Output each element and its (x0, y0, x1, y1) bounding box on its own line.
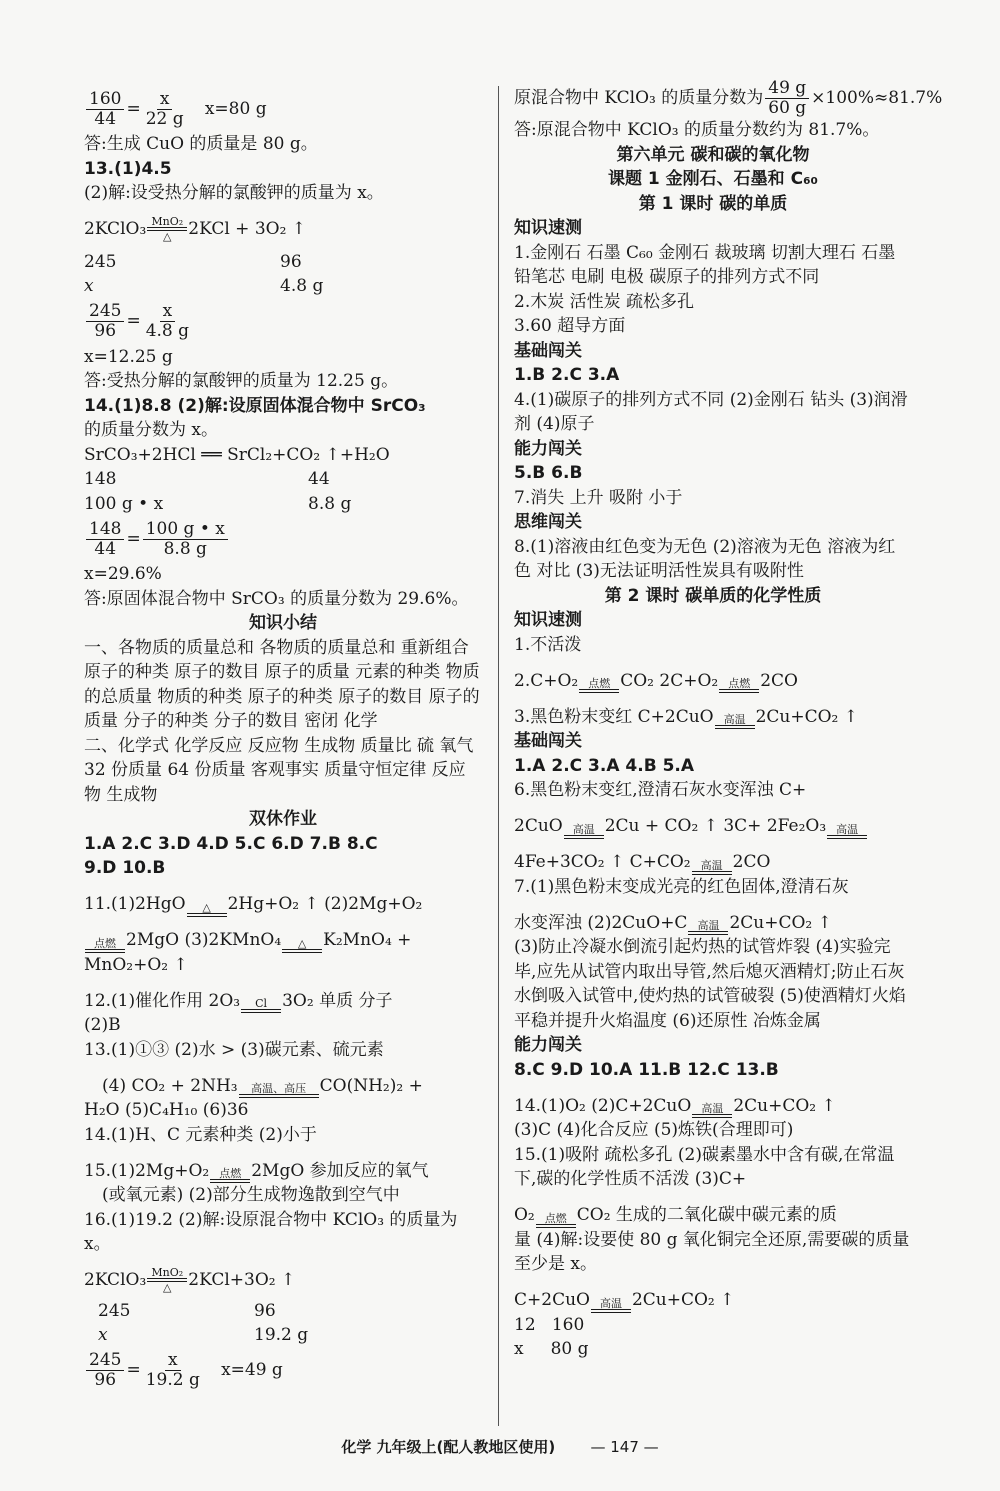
answer-line: 1.不活泼 (514, 634, 582, 655)
question-13: 13.(1)①③ (2)水 > (3)碳元素、硫元素 (84, 1039, 384, 1060)
answer-line: 6.黑色粉末变红,澄清石灰水变浑浊 C+ (514, 780, 807, 800)
fraction-equation: $\frac{160}{44}$ = $\frac{x}{22 g}$ x=80 g (84, 86, 482, 132)
text-line: 的质量分数为 x。 (84, 420, 218, 440)
answer-line: (3)防止冷凝水倒流引起灼热的试管炸裂 (4)实验完毕,应先从试管内取出导管,然后熄灭酒精灯;防止石灰水倒吸入试管中,使灼热的试管破裂 (5)使酒精灯火焰平稳并提升火焰温度 (6)还原性 冶炼金属 (514, 937, 906, 1031)
unit-title: 第六单元 碳和碳的氧化物 (616, 144, 810, 165)
chemical-equation: 水变浑浊 (2)2CuO+C 高温 2Cu+CO₂ ↑ (514, 899, 912, 935)
mass-row: 245 96 (98, 1300, 276, 1321)
text-line: (2)B (84, 1015, 121, 1035)
mass-row: x 80 g (514, 1339, 589, 1359)
topic-title: 课题 1 金刚石、石墨和 C₆₀ (608, 169, 818, 189)
chemical-equation: 15.(1)2Mg+O₂ 点燃 2MgO 参加反应的氧气 (84, 1147, 482, 1183)
answer-line: 8.C 9.D 10.A 11.B 12.C 13.B (514, 1059, 779, 1080)
chemical-equation: SrCO₃+2HCl ══ SrCl₂+CO₂ ↑+H₂O (84, 444, 390, 465)
percent-line: 原混合物中 KClO₃ 的质量分数为 $\frac{49 g}{60 g}$ ×100%≈81.7% (514, 77, 943, 118)
answer: 答:原固体混合物中 SrCO₃ 的质量分数为 29.6%。 (84, 588, 469, 609)
fraction-equation: $\frac{245}{96}$ = $\frac{x}{19.2 g}$ x=49 g (84, 1348, 482, 1394)
section-heading: 思维闯关 (514, 512, 582, 532)
section-heading: 基础闯关 (514, 731, 582, 751)
text-line: H₂O (5)C₄H₁₀ (6)36 (84, 1100, 249, 1120)
column-divider (498, 86, 499, 1426)
summary-paragraph: 二、化学式 化学反应 反应物 生成物 质量比 硫 氧气 32 份质量 64 份质量 客观事实 质量守恒定律 反应物 生成物 (84, 735, 474, 805)
chemical-equation: (4) CO₂ + 2NH₃ 高温、高压 CO(NH₂)₂ + (84, 1062, 482, 1098)
chemical-equation: 3.黑色粉末变红 C+2CuO 高温 2Cu+CO₂ ↑ (514, 693, 912, 729)
chemical-equation: C+2CuO 高温 2Cu+CO₂ ↑ (514, 1277, 912, 1313)
section-heading: 能力闯关 (514, 438, 582, 459)
section-title: 知识小结 (249, 613, 317, 633)
answer-row: 9.D 10.B (84, 858, 166, 878)
mass-row: x 19.2 g (98, 1325, 309, 1345)
fraction-equation: $\frac{245}{96}$ = $\frac{x}{4.8 g}$ (84, 299, 482, 345)
answer: 答:生成 CuO 的质量是 80 g。 (84, 134, 318, 154)
chemical-equation: 2KClO₃ MnO₂ △ 2KCl + 3O₂ ↑ (84, 214, 307, 243)
section-heading: 知识速测 (514, 610, 582, 630)
answer: 答:原混合物中 KClO₃ 的质量分数约为 81.7%。 (514, 120, 880, 140)
text-line: (2)解:设受热分解的氯酸钾的质量为 x。 (84, 183, 384, 203)
page-number: — 147 — (590, 1438, 659, 1456)
answer-row: 1.A 2.C 3.D 4.D 5.C 6.D 7.B 8.C (84, 833, 378, 854)
lesson-title: 第 1 课时 碳的单质 (638, 193, 788, 214)
section-heading: 知识速测 (514, 218, 582, 238)
right-column (514, 77, 943, 1362)
answer-line: 7.(1)黑色粉末变成光亮的红色固体,澄清石灰 (514, 876, 849, 897)
answer: 答:受热分解的氯酸钾的质量为 12.25 g。 (84, 371, 399, 391)
chemical-equation: 4Fe+3CO₂ ↑ C+CO₂ 高温 2CO (514, 839, 912, 875)
answer-line: 1.金刚石 石墨 C₆₀ 金刚石 裁玻璃 切割大理石 石墨 铅笔芯 电刷 电极 碳原子的排列方式不同 (514, 242, 896, 287)
result: x=12.25 g (84, 346, 173, 367)
answer-line: 1.B 2.C 3.A (514, 365, 620, 385)
chemical-equation: 12.(1)催化作用 2O₃ Cl 3O₂ 单质 分子 (84, 977, 482, 1013)
answer-line: 量 (4)解:设要使 80 g 氧化铜完全还原,需要碳的质量至少是 x。 (514, 1229, 910, 1274)
answer-line: (3)C (4)化合反应 (5)炼铁(合理即可) (514, 1120, 794, 1140)
lesson-title: 第 2 课时 碳单质的化学性质 (604, 585, 822, 606)
text-line: MnO₂+O₂ ↑ (84, 954, 188, 975)
mass-row: 148 44 (84, 469, 330, 489)
chemical-equation: 14.(1)O₂ (2)C+2CuO 高温 2Cu+CO₂ ↑ (514, 1082, 912, 1118)
answer-line: 4.(1)碳原子的排列方式不同 (2)金刚石 钻头 (3)润滑剂 (4)原子 (514, 389, 908, 434)
chemical-equation: 2.C+O₂ 点燃 CO₂ 2C+O₂ 点燃 2CO (514, 657, 912, 693)
answer-line: 1.A 2.C 3.A 4.B 5.A (514, 755, 695, 776)
result: x=29.6% (84, 564, 162, 584)
question-14: 14.(1)H、C 元素种类 (2)小于 (84, 1124, 317, 1145)
question-14: 14.(1)8.8 (2)解:设原固体混合物中 SrCO₃ (84, 395, 426, 416)
answer-line: 3.60 超导方面 (514, 316, 626, 336)
footer-label: 化学 九年级上(配人教地区使用) (341, 1438, 556, 1456)
page-footer (0, 1436, 1000, 1457)
chemical-equation: 2CuO 高温 2Cu + CO₂ ↑ 3C+ 2Fe₂O₃ 高温 (514, 803, 912, 839)
mass-row: x 4.8 g (84, 276, 324, 296)
chemical-equation: 点燃 2MgO (3)2KMnO₄ △ K₂MnO₄ + (84, 917, 482, 953)
section-heading: 能力闯关 (514, 1035, 582, 1055)
answer-line: 7.消失 上升 吸附 小于 (514, 487, 683, 508)
question-13: 13.(1)4.5 (84, 158, 172, 179)
answer-line: 15.(1)吸附 疏松多孔 (2)碳素墨水中含有碳,在常温下,碳的化学性质不活泼 (3)C+ (514, 1144, 895, 1189)
answer-line: 5.B 6.B (514, 463, 583, 483)
text-line: (或氧元素) (2)部分生成物逸散到空气中 (102, 1185, 400, 1205)
summary-paragraph: 一、各物质的质量总和 各物质的质量总和 重新组合 原子的种类 原子的数目 原子的质量 元素的种类 物质的总质量 物质的种类 原子的种类 原子的数目 原子的质量 分子的种类 分子的数目 密闭 化学 (84, 637, 480, 731)
section-title: 双休作业 (249, 809, 317, 829)
left-column (84, 86, 482, 1394)
question-16: 16.(1)19.2 (2)解:设原混合物中 KClO₃ 的质量为 x。 (84, 1209, 458, 1254)
section-heading: 基础闯关 (514, 340, 582, 361)
mass-row: 100 g • x 8.8 g (84, 493, 352, 514)
answer-line: 2.木炭 活性炭 疏松多孔 (514, 291, 695, 312)
chemical-equation: O₂ 点燃 CO₂ 生成的二氧化碳中碳元素的质 (514, 1192, 912, 1228)
fraction-equation: $\frac{148}{44}$ = $\frac{100 g • x}{8.8 g}$ (84, 516, 482, 562)
answer-line: 8.(1)溶液由红色变为无色 (2)溶液为无色 溶液为红色 对比 (3)无法证明活性炭具有吸附性 (514, 536, 896, 581)
mass-row: 12 160 (514, 1314, 585, 1335)
chemical-equation: 11.(1)2HgO △ 2Hg+O₂ ↑ (2)2Mg+O₂ (84, 881, 482, 917)
chemical-equation: 2KClO₃ MnO₂ △ 2KCl+3O₂ ↑ (84, 1265, 296, 1294)
mass-row: 245 96 (84, 251, 302, 272)
